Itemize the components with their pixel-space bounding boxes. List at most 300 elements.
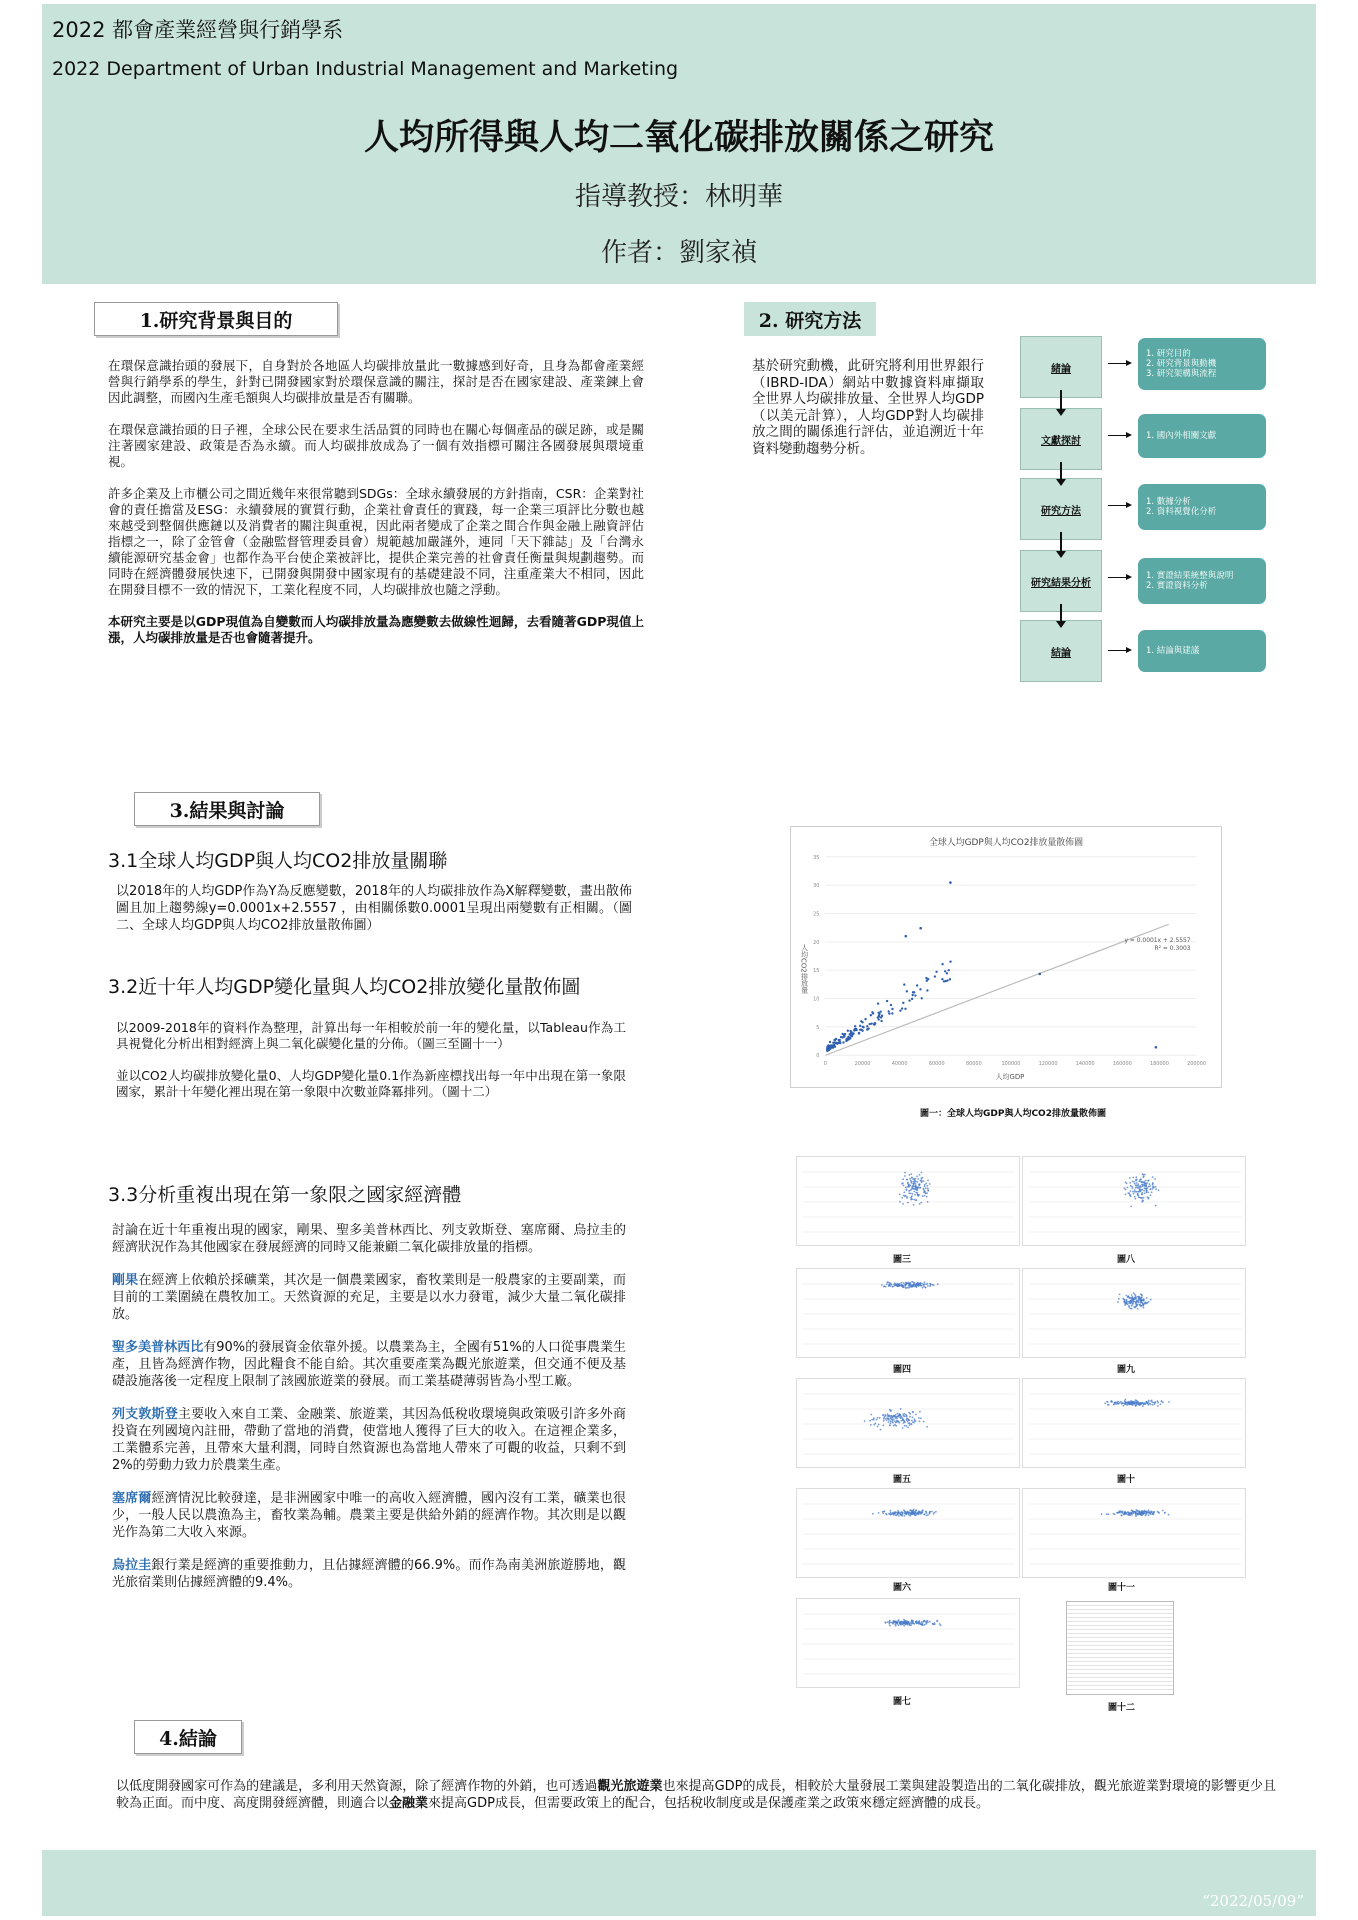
scatter-point <box>948 969 950 971</box>
scatter-point <box>1145 1188 1147 1190</box>
section4-heading: 4.結論 <box>134 1720 242 1754</box>
y-tick-label: 5 <box>816 1024 820 1031</box>
scatter-point <box>1146 1401 1148 1403</box>
scatter-point <box>1136 1182 1138 1184</box>
scatter-point <box>886 1419 888 1421</box>
scatter-point <box>1113 1404 1115 1406</box>
scatter-point <box>904 1425 906 1427</box>
scatter-point <box>907 1421 909 1423</box>
scatter-point <box>890 1004 892 1006</box>
scatter-point <box>908 1283 910 1285</box>
scatter-point <box>908 999 910 1001</box>
scatter-point <box>1129 1402 1131 1404</box>
scatter-point <box>926 1192 928 1194</box>
scatter-point <box>923 1421 925 1423</box>
scatter-point <box>847 1030 849 1032</box>
x-tick-label: 0 <box>823 1061 827 1068</box>
mini-scatter-chart <box>796 1488 1020 1578</box>
scatter-point <box>883 1286 885 1288</box>
scatter-point <box>911 1286 913 1288</box>
scatter-point <box>864 1018 866 1020</box>
flow-detail-2 <box>1138 414 1266 458</box>
scatter-point <box>889 1625 891 1627</box>
scatter-point <box>871 1011 873 1013</box>
scatter-point <box>1141 1193 1143 1195</box>
scatter-point <box>1132 1401 1134 1403</box>
scatter-point <box>1140 1191 1142 1193</box>
scatter-point <box>1135 1187 1137 1189</box>
scatter-point <box>923 1191 925 1193</box>
scatter-point <box>1141 1189 1143 1191</box>
scatter-point <box>919 1174 921 1176</box>
scatter-point <box>949 881 952 884</box>
section3-heading: 3.結果與討論 <box>134 792 320 826</box>
scatter-point <box>923 1286 925 1288</box>
scatter-point <box>1038 973 1041 976</box>
figure5-caption: 圖五 <box>893 1475 912 1485</box>
scatter-point <box>890 1422 892 1424</box>
scatter-point <box>909 1512 911 1514</box>
scatter-point <box>879 1417 881 1419</box>
scatter-point <box>900 1621 902 1623</box>
scatter-point <box>1142 1199 1144 1201</box>
country-paragraph <box>112 1339 626 1390</box>
scatter-point <box>881 1015 883 1017</box>
scatter-point <box>911 1198 913 1200</box>
scatter-point <box>888 1284 890 1286</box>
scatter-point <box>896 1418 898 1420</box>
mini-scatter-chart <box>796 1156 1020 1246</box>
subsection-3-1-title: 3.1全球人均GDP與人均CO2排放量關聯 <box>108 850 448 872</box>
scatter-point <box>929 1285 931 1287</box>
figure9-caption: 圖九 <box>1117 1365 1136 1375</box>
scatter-point <box>1114 1402 1116 1404</box>
scatter-point <box>921 1512 923 1514</box>
scatter-point <box>1131 1294 1133 1296</box>
scatter-point <box>874 1022 876 1024</box>
subsection-3-3-title: 3.3分析重複出現在第一象限之國家經濟體 <box>108 1184 462 1206</box>
section1-paragraph: 許多企業及上市櫃公司之間近幾年來很常聽到SDGs：全球永續發展的方針指南，CSR：企業對社會的責任擔當及ESG：永續發展的實質行動，企業社會責任的實踐，每一企業三項評比分數也越來越受到整個供應鏈以及消費者的關注與重視，因此兩者變成了企業之間合作與金融上融資評估指標之一，除了金管會（金融監督管理委員會）規範越加嚴謹外，連同「天下雜誌」及「台灣永續能源研究基金會」也都作為平台使企業被評比，提供企業完善的社會責任衡量與規劃趨勢。而同時在經濟體發展快速下，已開發與開發中國家現有的基礎建設不同，注重產業大不相同，因此在開發目標不一致的情況下，工業化程度不同，人均碳排放也隨之浮動。 <box>108 486 644 597</box>
scatter-point <box>1133 1181 1135 1183</box>
scatter-point <box>1164 1512 1166 1514</box>
scatter-point <box>1134 1183 1136 1185</box>
scatter-point <box>927 1201 929 1203</box>
scatter-point <box>909 1624 911 1626</box>
section1-paragraph: 在環保意識抬頭的日子裡，全球公民在要求生活品質的同時也在關心每個產品的碳足跡，或是關注著國家建設、政策是否為永續。而人均碳排放成為了一個有效指標可關注各國發展與環境重視。 <box>108 422 644 469</box>
scatter-point <box>877 1002 879 1004</box>
scatter-point <box>916 1623 918 1625</box>
scatter-point <box>924 1281 926 1283</box>
scatter-point <box>898 1515 900 1517</box>
figure8-caption: 圖八 <box>1117 1255 1136 1265</box>
country-name: 塞席爾 <box>112 1491 152 1506</box>
flow-detail-item: 1. 結論與建議 <box>1146 646 1200 656</box>
mini-scatter-chart <box>796 1378 1020 1468</box>
scatter-point <box>1139 1301 1141 1303</box>
scatter-point <box>900 1511 902 1513</box>
scatter-point <box>892 1286 894 1288</box>
flow-detail-3 <box>1138 484 1266 530</box>
scatter-point <box>901 1197 903 1199</box>
y-tick-label: 20 <box>813 939 820 946</box>
flow-step-5: 結論 <box>1020 620 1102 682</box>
footer-banner <box>42 1850 1316 1916</box>
scatter-point <box>917 1181 919 1183</box>
scatter-point <box>915 1414 917 1416</box>
scatter-point <box>912 1416 914 1418</box>
scatter-point <box>899 1285 901 1287</box>
scatter-point <box>1117 1301 1119 1303</box>
scatter-point <box>917 1193 919 1195</box>
scatter-point <box>907 1511 909 1513</box>
scatter-point <box>861 1030 863 1032</box>
scatter-point <box>906 1513 908 1515</box>
scatter-point <box>1107 1401 1109 1403</box>
scatter-point <box>891 1008 893 1010</box>
scatter-point <box>884 1621 886 1623</box>
scatter-point <box>937 1283 939 1285</box>
scatter-point <box>1139 1304 1141 1306</box>
scatter-point <box>921 997 923 999</box>
mini-scatter-chart <box>1022 1488 1246 1578</box>
scatter-point <box>1140 1306 1142 1308</box>
scatter-point <box>1133 1299 1135 1301</box>
scatter-point <box>922 1287 924 1289</box>
scatter-point <box>1144 1174 1146 1176</box>
scatter-point <box>914 1186 916 1188</box>
flow-step-4: 研究結果分析 <box>1020 550 1102 612</box>
conclusion-highlight: 金融業 <box>389 1796 429 1811</box>
scatter-point <box>1148 1197 1150 1199</box>
scatter-point <box>1155 1205 1157 1207</box>
flow-detail-item: 2. 資料視覺化分析 <box>1146 507 1217 517</box>
scatter-point <box>904 1415 906 1417</box>
scatter-point <box>896 1515 898 1517</box>
country-text: 在經濟上依賴於採礦業，其次是一個農業國家，畜牧業則是一般農家的主要副業，而目前的工業圍繞在農牧加工。天然資源的充足，主要是以水力發電，減少大量二氧化碳排放。 <box>112 1273 626 1322</box>
scatter-point <box>933 1284 935 1286</box>
scatter-point <box>925 1287 927 1289</box>
scatter-point <box>1127 1295 1129 1297</box>
scatter-point <box>1153 1186 1155 1188</box>
scatter-point <box>1140 1513 1142 1515</box>
scatter-point <box>854 1025 856 1027</box>
scatter-point <box>1144 1185 1146 1187</box>
scatter-point <box>1129 1195 1131 1197</box>
scatter-point <box>907 1183 909 1185</box>
scatter-point <box>923 1189 925 1191</box>
scatter-point <box>1148 1400 1150 1402</box>
scatter-point <box>1134 1196 1136 1198</box>
scatter-point <box>834 1039 836 1041</box>
scatter-point <box>1126 1401 1128 1403</box>
scatter-point <box>911 1177 913 1179</box>
scatter-point <box>922 1510 924 1512</box>
scatter-point <box>1129 1514 1131 1516</box>
scatter-point <box>909 1416 911 1418</box>
x-tick-label: 40000 <box>891 1061 908 1068</box>
scatter-point <box>888 1010 890 1012</box>
flow-detail-item: 1. 數據分析 <box>1146 497 1191 507</box>
scatter-point <box>910 1184 912 1186</box>
scatter-point <box>1141 1294 1143 1296</box>
scatter-point <box>910 1196 912 1198</box>
scatter-point <box>1135 1306 1137 1308</box>
y-tick-label: 25 <box>813 911 820 918</box>
scatter-point <box>1168 1401 1170 1403</box>
scatter-point <box>851 1031 853 1033</box>
scatter-point <box>1108 1513 1110 1515</box>
scatter-point <box>912 1193 914 1195</box>
scatter-point <box>1141 1302 1143 1304</box>
scatter-point <box>903 1625 905 1627</box>
scatter-point <box>903 1619 905 1621</box>
scatter-point <box>926 1196 928 1198</box>
country-name: 聖多美普林西比 <box>112 1340 204 1355</box>
scatter-point <box>1123 1299 1125 1301</box>
scatter-point <box>933 1513 935 1515</box>
scatter-point <box>1143 1197 1145 1199</box>
scatter-point <box>886 1282 888 1284</box>
scatter-point <box>918 1194 920 1196</box>
country-paragraph <box>112 1490 626 1541</box>
scatter-point <box>1132 1181 1134 1183</box>
flow-arrow-right <box>1108 363 1130 364</box>
scatter-point <box>1137 1514 1139 1516</box>
scatter-point <box>1117 1401 1119 1403</box>
scatter-point <box>1135 1514 1137 1516</box>
scatter-point <box>1115 1402 1117 1404</box>
scatter-point <box>900 1408 902 1410</box>
scatter-point <box>1101 1513 1103 1515</box>
scatter-point <box>1147 1192 1149 1194</box>
scatter-point <box>905 1186 907 1188</box>
scatter-point <box>1137 1195 1139 1197</box>
scatter-point <box>924 1184 926 1186</box>
scatter-point <box>1137 1193 1139 1195</box>
scatter-point <box>901 1623 903 1625</box>
scatter-point <box>1154 1402 1156 1404</box>
figure3-caption: 圖三 <box>893 1255 912 1265</box>
scatter-point <box>1150 1299 1152 1301</box>
scatter-point <box>914 1418 916 1420</box>
scatter-point <box>921 1621 923 1623</box>
scatter-point <box>842 1041 844 1043</box>
scatter-point <box>915 1183 917 1185</box>
flow-detail-item: 1. 國內外相關文獻 <box>1146 431 1217 441</box>
scatter-point <box>1133 1403 1135 1405</box>
scatter-point <box>1139 1296 1141 1298</box>
scatter-point <box>888 1513 890 1515</box>
scatter-point <box>920 1187 922 1189</box>
scatter-point <box>911 1188 913 1190</box>
scatter-point <box>921 1181 923 1183</box>
y-tick-label: 30 <box>813 883 820 890</box>
scatter-point <box>1132 1187 1134 1189</box>
scatter-point <box>908 1422 910 1424</box>
scatter-point <box>913 1623 915 1625</box>
scatter-point <box>919 988 921 990</box>
scatter-point <box>1162 1510 1164 1512</box>
scatter-point <box>913 1199 915 1201</box>
scatter-point <box>1142 1174 1144 1176</box>
scatter-point <box>1106 1513 1108 1515</box>
scatter-point <box>895 1425 897 1427</box>
scatter-point <box>925 1183 927 1185</box>
scatter-point <box>1145 1302 1147 1304</box>
country-text: 經濟情況比較發達，是非洲國家中唯一的高收入經濟體，國內沒有工業，礦業也很少，一般人民以農漁為主，畜牧業為輔。農業主要是供給外銷的經濟作物。其次則是以觀光作為第二大收入來源。 <box>112 1491 626 1540</box>
scatter-point <box>1142 1514 1144 1516</box>
scatter-point <box>1117 1512 1119 1514</box>
scatter-point <box>1127 1192 1129 1194</box>
scatter-point <box>1124 1304 1126 1306</box>
scatter-point <box>1140 1403 1142 1405</box>
scatter-point <box>907 1202 909 1204</box>
scatter-point <box>888 1012 890 1014</box>
scatter-point <box>1142 1402 1144 1404</box>
scatter-point <box>1125 1302 1127 1304</box>
scatter-point <box>1132 1404 1134 1406</box>
scatter-point <box>1142 1512 1144 1514</box>
scatter-point <box>1130 1206 1132 1208</box>
scatter-point <box>902 1512 904 1514</box>
scatter-point <box>1118 1298 1120 1300</box>
scatter-point <box>941 978 943 980</box>
flow-detail-4 <box>1138 558 1266 604</box>
flow-detail-item: 3. 研究架構與流程 <box>1146 369 1217 379</box>
y-axis-label: 人均CO2排放量 <box>799 944 808 994</box>
scatter-point <box>832 1041 834 1043</box>
scatter-point <box>1138 1404 1140 1406</box>
scatter-point <box>1146 1511 1148 1513</box>
scatter-point <box>1148 1514 1150 1516</box>
scatter-point <box>885 1286 887 1288</box>
scatter-point <box>932 1623 934 1625</box>
country-paragraph <box>112 1557 626 1591</box>
scatter-point <box>891 1012 893 1014</box>
scatter-point <box>1168 1514 1170 1516</box>
scatter-point <box>1127 1187 1129 1189</box>
scatter-point <box>915 1192 917 1194</box>
scatter-point <box>912 1621 914 1623</box>
scatter-point <box>907 1624 909 1626</box>
x-tick-label: 180000 <box>1149 1061 1169 1068</box>
country-paragraph <box>112 1272 626 1323</box>
scatter-point <box>895 1416 897 1418</box>
scatter-point <box>1135 1512 1137 1514</box>
scatter-point <box>870 1014 872 1016</box>
scatter-point <box>1128 1302 1130 1304</box>
section1-conclusion: 本研究主要是以GDP現值為自變數而人均碳排放量為應變數去做線性迴歸，去看隨著GDP現值上漲，人均碳排放量是否也會隨著提升。 <box>108 614 644 645</box>
scatter-point <box>912 1185 914 1187</box>
scatter-point <box>1130 1302 1132 1304</box>
x-tick-label: 100000 <box>1001 1061 1021 1068</box>
scatter-point <box>1119 1512 1121 1514</box>
scatter-point <box>1132 1177 1134 1179</box>
scatter-point <box>1141 1510 1143 1512</box>
scatter-point <box>1135 1295 1137 1297</box>
scatter-point <box>915 1420 917 1422</box>
scatter-point <box>924 1185 926 1187</box>
scatter-point <box>833 1044 835 1046</box>
subsection-3-2-text <box>116 1020 626 1116</box>
scatter-point <box>904 1175 906 1177</box>
x-tick-label: 160000 <box>1112 1061 1132 1068</box>
scatter-point <box>883 1420 885 1422</box>
scatter-point <box>1143 1181 1145 1183</box>
scatter-point <box>1138 1191 1140 1193</box>
x-tick-label: 200000 <box>1187 1061 1206 1068</box>
country-text: 銀行業是經濟的重要推動力，且佔據經濟體的66.9%。而作為南美洲旅遊勝地，觀光旅宿業則佔據經濟體的9.4%。 <box>112 1558 626 1590</box>
scatter-point <box>918 1284 920 1286</box>
scatter-point <box>883 1418 885 1420</box>
scatter-point <box>870 1424 872 1426</box>
scatter-point <box>915 1199 917 1201</box>
scatter-point <box>911 1423 913 1425</box>
scatter-point <box>899 1422 901 1424</box>
poster-date: “2022/05/09” <box>1202 1892 1304 1910</box>
scatter-point <box>1137 1308 1139 1310</box>
scatter-point <box>1139 1189 1141 1191</box>
scatter-point <box>926 989 928 991</box>
scatter-point <box>919 1411 921 1413</box>
scatter-point <box>906 1196 908 1198</box>
scatter-point <box>1136 1401 1138 1403</box>
scatter-point <box>913 1191 915 1193</box>
scatter-point <box>903 1419 905 1421</box>
scatter-point <box>1126 1295 1128 1297</box>
scatter-point <box>891 1622 893 1624</box>
scatter-point <box>891 1513 893 1515</box>
scatter-point <box>922 1195 924 1197</box>
subsection-3-3-body <box>112 1222 626 1607</box>
figure12-ranking-table <box>1066 1601 1174 1695</box>
scatter-point <box>1146 1297 1148 1299</box>
flow-step-3: 研究方法 <box>1020 478 1102 540</box>
scatter-point <box>871 1419 873 1421</box>
scatter-point <box>1142 1405 1144 1407</box>
scatter-point <box>909 1178 911 1180</box>
scatter-point <box>1136 1179 1138 1181</box>
scatter-point <box>1143 1304 1145 1306</box>
scatter-point <box>927 1180 929 1182</box>
scatter-point <box>1111 1401 1113 1403</box>
scatter-point <box>1132 1191 1134 1193</box>
scatter-point <box>929 1512 931 1514</box>
scatter-point <box>874 1423 876 1425</box>
scatter-point <box>1157 1400 1159 1402</box>
chart-title: 全球人均GDP與人均CO2排放量散佈圖 <box>928 837 1084 848</box>
scatter-point <box>916 1283 918 1285</box>
scatter-point <box>904 1172 906 1174</box>
scatter-point <box>904 935 907 938</box>
scatter-point <box>919 1623 921 1625</box>
scatter-point <box>914 994 916 996</box>
scatter-point <box>859 1025 861 1027</box>
x-tick-label: 20000 <box>854 1061 871 1068</box>
scatter-point <box>902 1203 904 1205</box>
scatter-point <box>906 1415 908 1417</box>
scatter-point <box>828 1048 830 1050</box>
scatter-point <box>913 1204 915 1206</box>
mini-scatter-chart <box>1022 1268 1246 1358</box>
scatter-point <box>907 1513 909 1515</box>
scatter-point <box>1123 1405 1125 1407</box>
scatter-point <box>918 1513 920 1515</box>
scatter-point <box>829 1041 831 1043</box>
scatter-point <box>827 1044 829 1046</box>
flow-detail-5 <box>1138 630 1266 672</box>
scatter-point <box>1123 1512 1125 1514</box>
